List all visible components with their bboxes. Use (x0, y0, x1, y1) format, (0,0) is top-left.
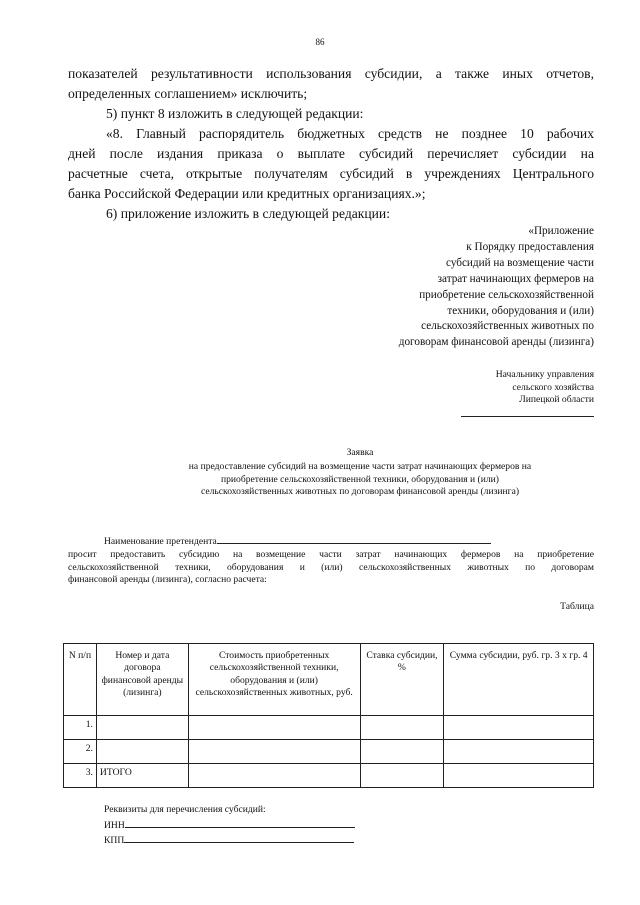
appendix-line: затрат начинающих фермеров на (437, 272, 594, 285)
row-number: 1. (64, 716, 97, 740)
applicant-name-field[interactable] (217, 533, 491, 544)
appendix-line: «Приложение (528, 225, 594, 237)
request-line-3: финансовой аренды (лизинга), согласно расчета: (68, 574, 267, 586)
cell-contract[interactable] (96, 716, 188, 740)
inn-field[interactable] (125, 817, 355, 828)
addressee-line: сельского хозяйства (512, 381, 594, 393)
row-number: 2. (64, 740, 97, 764)
table-row (64, 716, 594, 740)
body-line-4: 6) приложение изложить в следующей редакции: (106, 206, 390, 221)
inn-row (104, 817, 404, 833)
subsidy-table (63, 643, 594, 788)
addressee-line: Липецкой области (519, 394, 594, 406)
kpp-row (104, 832, 404, 848)
addressee-block (334, 369, 594, 407)
cell-sum[interactable] (444, 764, 594, 788)
body-para-line-4: банка Российской Федерации или кредитных организациях.»; (68, 186, 426, 201)
applicant-row (104, 533, 491, 549)
kpp-field[interactable] (124, 832, 354, 843)
request-text (68, 549, 594, 587)
subtitle-line: на предоставление субсидий на возмещение части затрат начинающих фермеров на (188, 461, 532, 472)
table-label: Таблица (560, 601, 594, 612)
subtitle-line: сельскохозяйственных животных по договорам финансовой аренды (лизинга) (200, 486, 520, 498)
applicant-label: Наименование претендента (104, 536, 217, 547)
addressee-line: Начальнику управления (495, 369, 594, 380)
body-line-1: показателей результативности использования субсидии, а также иных отчетов, (68, 66, 594, 81)
cell-cost[interactable] (188, 740, 360, 764)
requisites-block (104, 804, 404, 848)
header-contract: Номер и дата договора финансовой аренды (лизинга) (96, 644, 188, 716)
application-title: Заявка (346, 447, 374, 458)
inn-label: ИНН (104, 819, 125, 831)
body-line-2: определенных соглашением» исключить; (68, 86, 308, 101)
cell-contract[interactable] (96, 740, 188, 764)
cell-sum[interactable] (444, 740, 594, 764)
request-line-1: просит предоставить субсидию на возмещение части затрат начинающих фермеров на приобретение (68, 549, 594, 560)
cell-rate[interactable] (360, 716, 444, 740)
application-subtitle (60, 461, 640, 499)
table-row-total (64, 764, 594, 788)
addressee-signature-line (461, 416, 594, 417)
appendix-line: договорам финансовой аренды (лизинга) (398, 336, 594, 349)
appendix-line: сельскохозяйственных животных по (421, 320, 594, 333)
header-npp: N п/п (64, 644, 97, 716)
subtitle-line: приобретение сельскохозяйственной техники, оборудования и (или) (220, 473, 500, 485)
appendix-line: приобретение сельскохозяйственной (419, 288, 594, 301)
appendix-line: субсидий на возмещение части (446, 256, 594, 269)
cell-cost[interactable] (188, 764, 360, 788)
body-para-line-1: «8. Главный распорядитель бюджетных средств не позднее 10 рабочих (106, 126, 594, 141)
appendix-line: техники, оборудования и (или) (447, 304, 594, 317)
page-number: 86 (315, 37, 325, 47)
appendix-block (294, 224, 594, 351)
row-number: 3. (64, 764, 97, 788)
request-line-2: сельскохозяйственной техники, оборудования и (или) сельскохозяйственных животных по договорам (68, 561, 594, 573)
header-sum: Сумма субсидии, руб. гр. 3 х гр. 4 (444, 644, 594, 716)
kpp-label: КПП (104, 835, 125, 847)
cell-total-label: ИТОГО (96, 764, 188, 788)
body-para-line-2: дней после издания приказа о выплате субсидий перечисляет субсидии на (68, 146, 594, 161)
body-text (68, 64, 594, 224)
header-cost: Стоимость приобретенных сельскохозяйственной техники, оборудования и (или) сельскохозяйственных животных, руб. (188, 644, 360, 716)
table-row (64, 740, 594, 764)
appendix-line: к Порядку предоставления (466, 240, 594, 253)
body-line-3: 5) пункт 8 изложить в следующей редакции: (106, 106, 364, 121)
cell-rate[interactable] (360, 764, 444, 788)
cell-cost[interactable] (188, 716, 360, 740)
cell-rate[interactable] (360, 740, 444, 764)
requisites-title: Реквизиты для перечисления субсидий: (104, 804, 266, 815)
header-rate: Ставка субсидии, % (360, 644, 444, 716)
body-para-line-3: расчетные счета, открытые получателям субсидий в учреждениях Центрального (68, 166, 594, 181)
cell-sum[interactable] (444, 716, 594, 740)
